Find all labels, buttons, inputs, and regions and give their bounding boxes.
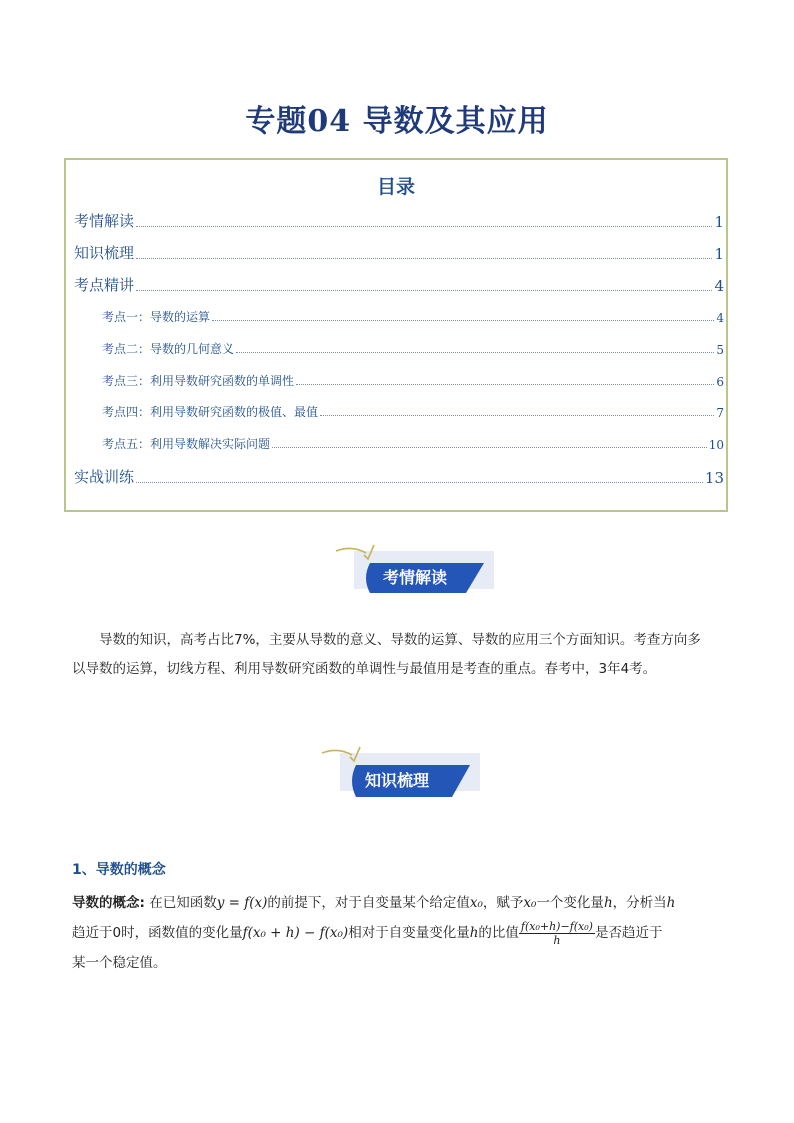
banner-label: 考情解读 [382,568,447,587]
toc-leader-dots [212,320,714,321]
toc-entry-page: 10 [708,438,724,452]
page-title: 专题04 导数及其应用 [245,104,549,139]
section-banner-exam-analysis [334,543,494,603]
toc-leader-dots [236,352,714,353]
intro-paragraph [72,626,724,684]
intro-line-2: 以导数的运算，切线方程、利用导数研究函数的单调性与最值用是考查的重点。春考中，3年4考。 [72,661,657,677]
toc-entry-label: 考点精讲 [74,276,135,294]
toc-entry[interactable] [102,403,724,420]
difference-quotient-fraction: $\frac{\text{f(x₀+h)−f(x₀)}}{h}$ [520,919,593,947]
toc-entry-label: 考点四：利用导数研究函数的极值、最值 [102,405,319,419]
toc-entry-page: 13 [704,469,724,487]
definition-line-3: 某一个稳定值。 [72,955,167,971]
toc-entry[interactable] [102,340,724,357]
intro-line-1: 导数的知识，高考占比7%，主要从导数的意义、导数的运算、导数的应用三个方面知识。考查方向多 [99,632,701,648]
toc-leader-dots [320,415,714,416]
toc-leader-dots [136,258,712,259]
toc-entry-label: 考情解读 [74,212,135,230]
toc-entry[interactable] [102,372,724,389]
toc-entry-page: 4 [714,277,724,295]
section-banner-knowledge-review [320,745,480,805]
toc-entry-label: 考点五：利用导数解决实际问题 [102,437,271,451]
toc-entry-label: 考点二：导数的几何意义 [102,342,235,356]
toc-entry[interactable] [74,210,724,231]
toc-entry-page: 6 [716,375,724,389]
toc-heading: 目录 [376,176,415,198]
toc-entry-label: 考点三：利用导数研究函数的单调性 [102,374,295,388]
toc-leader-dots [136,290,712,291]
banner-label: 知识梳理 [364,771,429,790]
toc-entry[interactable] [74,274,724,295]
toc-entry-label: 实战训练 [74,468,135,486]
toc-entry[interactable] [102,308,724,325]
toc-entry-label: 知识梳理 [74,244,135,262]
toc-leader-dots [136,482,703,483]
toc-entry-page: 1 [714,245,724,263]
toc-entry[interactable] [74,242,724,263]
toc-entry-page: 1 [714,213,724,231]
definition-term: 导数的概念: [72,895,145,911]
toc-entry-page: 5 [716,343,724,357]
definition-paragraph [72,888,724,978]
table-of-contents [64,158,728,512]
toc-entry-page: 4 [716,311,724,325]
section-heading: 1、导数的概念 [72,862,166,878]
definition-line-2: 趋近于0时，函数值的变化量f(x₀ + h) − f(x₀)相对于自变量变化量h的比值 $\frac{\text{f(x₀+h)−f(x₀)}}{h}$ 是否趋近于 [72,919,663,947]
toc-leader-dots [272,447,707,448]
toc-entry[interactable] [74,466,724,487]
toc-leader-dots [136,226,712,227]
toc-entry-page: 7 [716,406,724,420]
toc-entry-label: 考点一：导数的运算 [102,310,211,324]
toc-leader-dots [296,384,714,385]
definition-line-1: 导数的概念: 在已知函数y = f(x)的前提下，对于自变量某个给定值x₀，赋予x₀一个变化量h，分析当h [72,895,676,911]
toc-entry[interactable] [102,435,724,452]
